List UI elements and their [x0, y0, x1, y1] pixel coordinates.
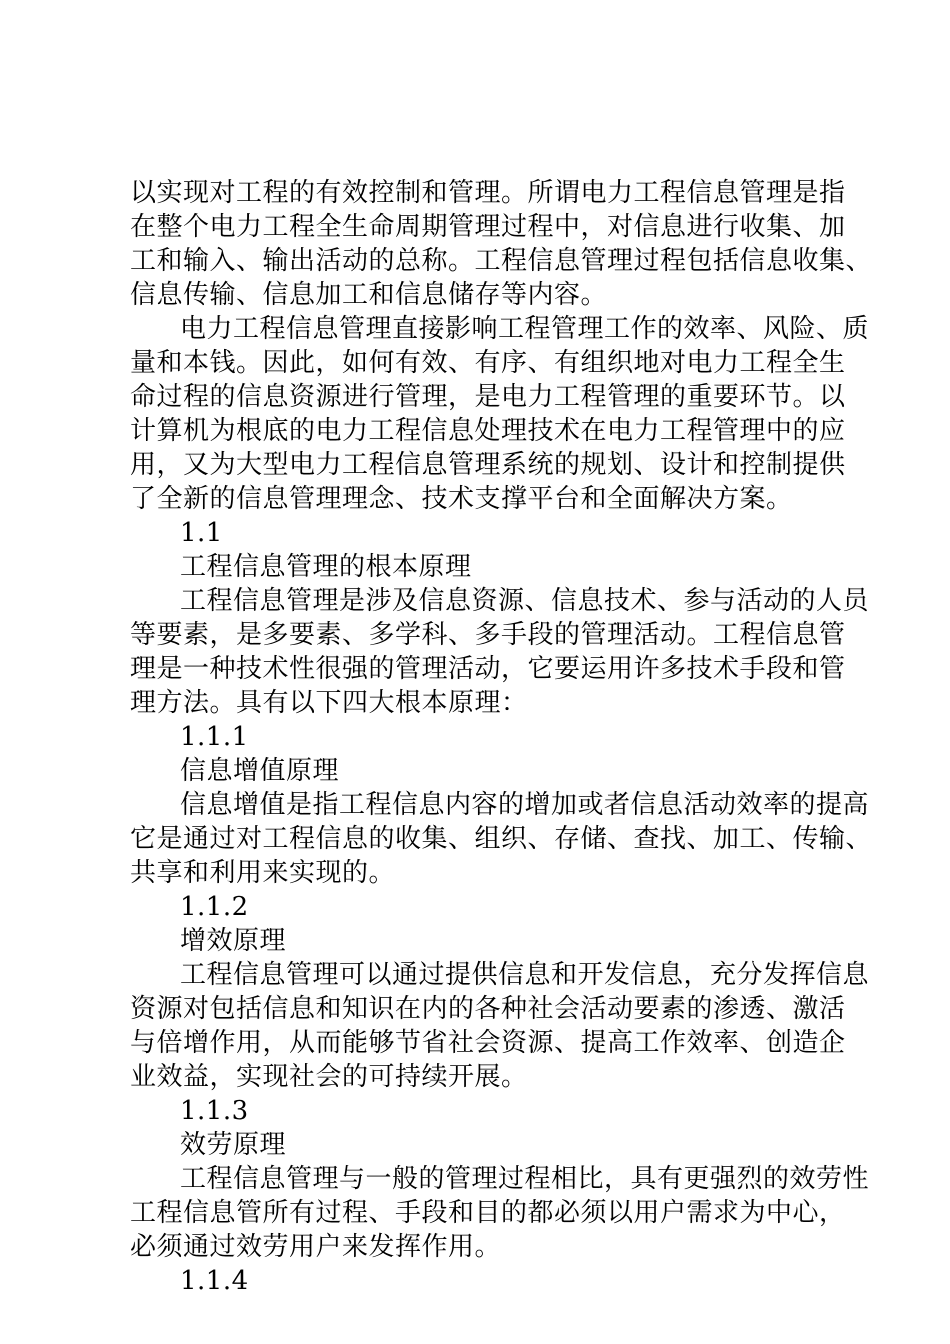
section-heading: 增效原理	[180, 926, 287, 956]
section-heading: 信息增值原理	[180, 756, 340, 786]
paragraph-first-line: 电力工程信息管理直接影响工程管理工作的效率、风险、质	[180, 314, 870, 344]
paragraph-first-line: 信息增值是指工程信息内容的增加或者信息活动效率的提高	[180, 790, 870, 820]
text-line: 理方法。具有以下四大根本原理：	[130, 688, 528, 718]
text-line: 必须通过效劳用户来发挥作用。	[130, 1232, 502, 1262]
section-number: 1.1	[180, 518, 223, 548]
text-line: 等要素，是多要素、多学科、多手段的管理活动。工程信息管	[130, 620, 846, 650]
text-line: 工程信息管所有过程、手段和目的都必须以用户需求为中心，	[130, 1198, 846, 1228]
text-line: 在整个电力工程全生命周期管理过程中，对信息进行收集、加	[130, 212, 846, 242]
section-number: 1.1.1	[180, 722, 249, 752]
paragraph-first-line: 工程信息管理与一般的管理过程相比，具有更强烈的效劳性	[180, 1164, 870, 1194]
text-line: 计算机为根底的电力工程信息处理技术在电力工程管理中的应	[130, 416, 846, 446]
text-line: 共享和利用来实现的。	[130, 858, 396, 888]
text-line: 资源对包括信息和知识在内的各种社会活动要素的渗透、激活	[130, 994, 846, 1024]
text-line: 命过程的信息资源进行管理，是电力工程管理的重要环节。以	[130, 382, 846, 412]
section-number: 1.1.4	[180, 1266, 249, 1296]
text-line: 它是通过对工程信息的收集、组织、存储、查找、加工、传输、	[130, 824, 873, 854]
section-heading: 效劳原理	[180, 1130, 287, 1160]
paragraph-first-line: 工程信息管理可以通过提供信息和开发信息，充分发挥信息	[180, 960, 870, 990]
text-line: 信息传输、信息加工和信息储存等内容。	[130, 280, 608, 310]
text-line: 用，又为大型电力工程信息管理系统的规划、设计和控制提供	[130, 450, 846, 480]
text-line: 了全新的信息管理理念、技术支撑平台和全面解决方案。	[130, 484, 793, 514]
section-heading: 工程信息管理的根本原理	[180, 552, 472, 582]
text-line: 理是一种技术性很强的管理活动，它要运用许多技术手段和管	[130, 654, 846, 684]
section-number: 1.1.3	[180, 1096, 249, 1126]
text-line: 工和输入、输出活动的总称。工程信息管理过程包括信息收集、	[130, 246, 873, 276]
text-line: 与倍增作用，从而能够节省社会资源、提高工作效率、创造企	[130, 1028, 846, 1058]
text-line: 业效益，实现社会的可持续开展。	[130, 1062, 528, 1092]
text-line: 以实现对工程的有效控制和管理。所谓电力工程信息管理是指	[130, 178, 846, 208]
section-number: 1.1.2	[180, 892, 249, 922]
paragraph-first-line: 工程信息管理是涉及信息资源、信息技术、参与活动的人员	[180, 586, 870, 616]
text-line: 量和本钱。因此，如何有效、有序、有组织地对电力工程全生	[130, 348, 846, 378]
